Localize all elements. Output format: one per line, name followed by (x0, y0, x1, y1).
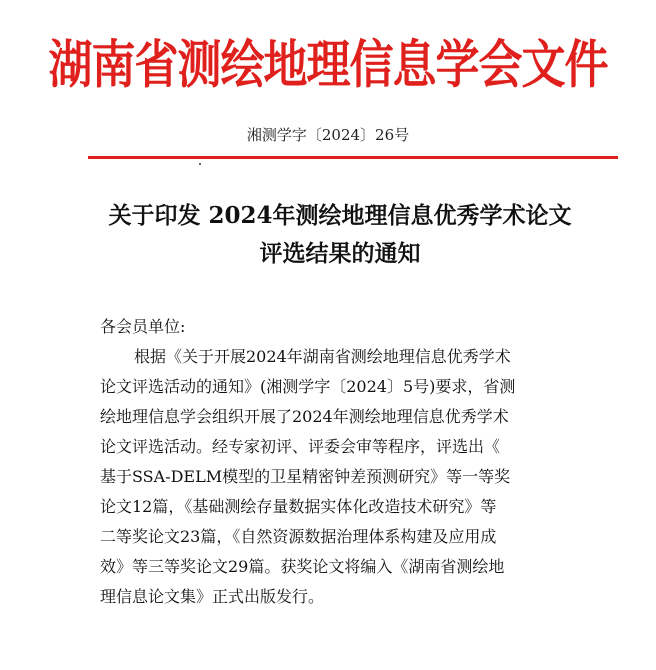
stray-mark (199, 163, 201, 165)
body-line: 理信息论文集》正式出版发行。 (100, 587, 325, 606)
red-divider (88, 156, 618, 159)
body-line: 二等奖论文23篇，《自然资源数据治理体系构建及应用成 (100, 527, 497, 546)
salutation: 各会员单位: (100, 317, 186, 336)
body-line: 根据《关于开展2024年湖南省测绘地理信息优秀学术 (134, 347, 511, 366)
notice-body (100, 312, 600, 612)
document-number: 湘测学字〔2024〕26号 (246, 126, 410, 144)
body-line: 基于SSA-DELM模型的卫星精密钟差预测研究》等一等奖 (100, 467, 511, 486)
notice-title (60, 197, 620, 273)
body-line: 效》等三等奖论文29篇。获奖论文将编入《湖南省测绘地 (100, 557, 505, 576)
body-line: 论文评选活动的通知》(湘测学字〔2024〕5号)要求，省测 (100, 377, 516, 396)
notice-title-line-1: 关于印发 2024年测绘地理信息优秀学术论文 (108, 202, 572, 229)
body-line: 论文评选活动。经专家初评、评委会审等程序，评选出《 (100, 437, 501, 456)
body-line: 论文12篇，《基础测绘存量数据实体化改造技术研究》等 (100, 497, 497, 516)
document-masthead: 湖南省测绘地理信息学会文件 (48, 35, 608, 96)
body-line: 绘地理信息学会组织开展了2024年测绘地理信息优秀学术 (100, 407, 509, 426)
notice-title-line-2: 评选结果的通知 (259, 240, 421, 267)
